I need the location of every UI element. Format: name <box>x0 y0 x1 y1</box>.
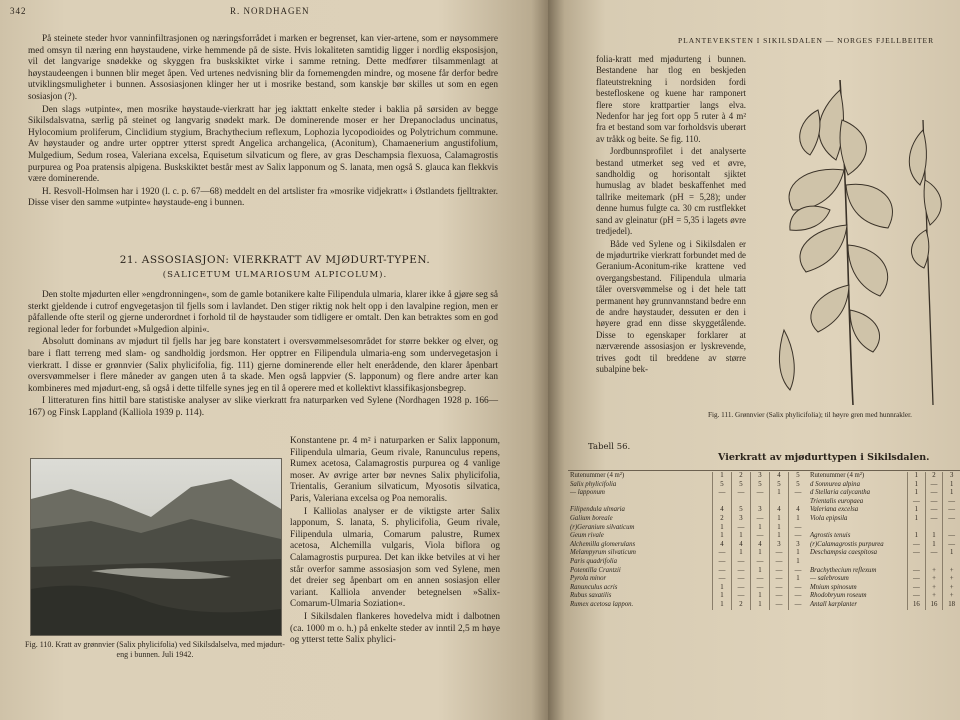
cover-value: — <box>943 541 960 550</box>
table-row <box>808 567 960 576</box>
cover-value: + <box>925 584 943 593</box>
cover-value: — <box>925 481 943 490</box>
table-header-cell: Rutenummer (4 m²) <box>570 472 625 479</box>
table-header-row <box>808 472 960 481</box>
cover-value: 5 <box>751 481 770 490</box>
cover-value: — <box>908 584 926 593</box>
column-header: 1 <box>713 472 732 481</box>
species-name: Agrostis tenuis <box>810 532 851 540</box>
cover-value: 1 <box>908 489 926 498</box>
species-name <box>808 558 908 567</box>
table-row <box>808 532 960 541</box>
table-header-row <box>568 472 807 481</box>
paragraph: Den slags »utpinte«, men mosrike høystaude-vierkratt har jeg iakttatt enkelte steder i baklia på sørsiden av begge Sikilsdalsvatna, særlig på steinet og langvarig snødekt mark. De dominerende moser er her Drepanocladus uncinatus, Hylocomium proliferum, Cinclidium stygium, Brachythecium reflexum, Lophozia lycopodioides og Polytrichum commune. Av høystauder og andre urter opptrer ytterst spredt Angelica archangelica, (Aconitum), Chamaenerium angustifolium, Mulgedium, Sedum rosea, Valeriana excelsa, Equisetum silvaticum og flere, av gras Deschampsia flexuosa, Calamagrostis purpurea og Poa pratensis alpigena. Buskskiktet består mest av Salix lapponum og S. lanata, men også S. glauca kan flekkvis være dominerende. <box>28 104 498 185</box>
table-row <box>568 481 807 490</box>
cover-value: — <box>732 489 751 498</box>
right-text <box>596 54 746 376</box>
table-row <box>568 489 807 498</box>
paragraph: Både ved Sylene og i Sikilsdalen er de mjødurtrike vierkratt forbundet med de Geranium-Aconitum-rike krattene ved overgangsbestand. Filipendula ulmaria tåler oversvømmelse og i det hele tatt permanent høy grunnvannstand bedre enn de andre høystauder, dessuten er den i høyere grad enn disse skyggetålende. Disse to egenskaper forklarer at nærværende assosiasjon er lyskrevende, trives godt til breddene av større subalpine bek- <box>596 238 746 374</box>
intro-text <box>28 34 498 211</box>
cover-value: — <box>713 489 732 498</box>
cover-value: 1 <box>713 532 732 541</box>
cover-value <box>770 498 789 507</box>
cover-value: + <box>943 584 960 593</box>
cover-value: + <box>943 575 960 584</box>
cover-value: — <box>751 558 770 567</box>
paragraph: Absolutt dominans av mjødurt til fjells har jeg bare konstatert i oversvømmelsesområdet for større bekker og elver, og bare i flatt terreng med slam- og sandholdig jordsmon. Her opptrer en Filipendula ulmaria-eng som undervegetasjon i vierkratt. I disse er grønnvier (Salix phylicifolia, fig. 111) gjerne dominerende eller helt enerådende, den klarer åpenbart oversvømmelser i flere måneder av gangen uten å ta skade. Men også lappvier (S. lapponum) og flere andre arter kan kombineres med mjødurt-eng, så også i dette tilfelle synes jeg en til å operere med et kollektivt klassifikasjonsbegrep. <box>28 337 498 394</box>
cover-value: — <box>943 515 960 524</box>
cover-value <box>943 524 960 533</box>
cover-value: 1 <box>925 532 943 541</box>
table-row <box>568 506 807 515</box>
cover-value: — <box>770 567 789 576</box>
running-head-left: R. NORDHAGEN <box>230 6 310 16</box>
cover-value: 4 <box>751 541 770 550</box>
table-header-cell: Rutenummer (4 m²) <box>810 472 865 479</box>
cover-value: — <box>770 549 789 558</box>
cover-value: — <box>732 524 751 533</box>
table-row <box>808 524 960 533</box>
species-name: d Stellaria calycantha <box>810 489 871 497</box>
cover-value: 1 <box>732 532 751 541</box>
cover-value: — <box>908 567 926 576</box>
species-name: Potentilla Crantzii <box>570 566 621 574</box>
species-name: Filipendula ulmaria <box>570 506 625 514</box>
willow-illustration <box>748 60 960 410</box>
cover-value: — <box>770 584 789 593</box>
table-row <box>808 515 960 524</box>
paragraph: folia-kratt med mjødurteng i bunnen. Bestandene har tlog en beskjeden flateutstrekning i nordsiden fordi bestefloskene og kuene har ramponert flere store krattpartier langs elva. Nedenfor har jeg fort opp 5 ruter à 4 m² fra et bestand som var forholdsvis uberørt av tråkk og beite. Se fig. 110. <box>596 54 746 144</box>
table-row <box>808 558 960 567</box>
cover-value: 1 <box>789 575 808 584</box>
species-name: Trientalis europaea <box>810 497 864 505</box>
species-name: Deschampsia caespitosa <box>810 549 878 557</box>
cover-value: — <box>925 515 943 524</box>
cover-value: — <box>751 489 770 498</box>
paragraph: I Kalliolas analyser er de viktigste arter Salix lapponum, S. lanata, S. phylicifolia, Geum rivale, Filipendula ulmaria, Comarum palustre, Rumex acetosa, Alchemilla vulgaris, Viola biflora og Calamagrostis purpurea. Det kan ikke betviles at vi her står overfor samme assosiasjon som ved Sylene, men det dreier seg åpenbart om en annen sosiasjon eller variant. Kalliola anvender betegnelsen »Salix-Comarum-Ulmaria Soziation«. <box>290 506 500 610</box>
species-name: Viola epipsila <box>810 514 848 522</box>
table-left-half <box>568 472 807 610</box>
cover-value: — <box>751 515 770 524</box>
cover-value: — <box>732 592 751 601</box>
page-number: 342 <box>10 6 27 16</box>
cover-value: — <box>943 532 960 541</box>
cover-value: — <box>751 575 770 584</box>
column-header: 5 <box>789 472 808 481</box>
cover-value: — <box>925 489 943 498</box>
species-name: Rumex acetosa lappon. <box>570 600 634 608</box>
table-row <box>808 601 960 610</box>
cover-value: 1 <box>908 515 926 524</box>
cover-value: 5 <box>732 506 751 515</box>
species-name: Antall karplanter <box>810 600 858 608</box>
table-row <box>568 549 807 558</box>
cover-value: 3 <box>732 515 751 524</box>
table-row <box>568 515 807 524</box>
cover-value: — <box>943 498 960 507</box>
cover-value: 1 <box>770 532 789 541</box>
cover-value: — <box>908 575 926 584</box>
column-header: 2 <box>732 472 751 481</box>
cover-value: 3 <box>770 541 789 550</box>
table-row <box>808 489 960 498</box>
table-label: Tabell 56. <box>588 442 631 452</box>
cover-value: — <box>789 567 808 576</box>
species-name: (r)Calamagrostis purpurea <box>810 540 884 548</box>
cover-value: — <box>751 584 770 593</box>
cover-value <box>925 524 943 533</box>
cover-value: 1 <box>908 481 926 490</box>
cover-value: 5 <box>789 481 808 490</box>
cover-value: — <box>908 592 926 601</box>
table-right-half <box>808 472 960 610</box>
cover-value: 2 <box>713 515 732 524</box>
cover-value: — <box>770 558 789 567</box>
cover-value: 1 <box>770 489 789 498</box>
species-name: — lapponum <box>570 489 605 497</box>
cover-value: + <box>925 567 943 576</box>
cover-value: 1 <box>925 541 943 550</box>
table-row <box>808 575 960 584</box>
cover-value <box>943 558 960 567</box>
table-row <box>568 601 807 610</box>
cover-value: 1 <box>789 549 808 558</box>
table-row <box>808 481 960 490</box>
cover-value: — <box>925 506 943 515</box>
cover-value: 1 <box>770 515 789 524</box>
cover-value: — <box>751 532 770 541</box>
cover-value <box>751 498 770 507</box>
cover-value: — <box>732 584 751 593</box>
cover-value: 5 <box>770 481 789 490</box>
cover-value: 1 <box>751 601 770 610</box>
paragraph: Den stolte mjødurten eller »engdronningen«, som de gamle botanikere kalte Filipendula ulmaria, klarer ikke å gjøre seg så sterkt gjeldende i cutrof engvegetasjon til fjells som i lavlandet. Den stiger riktig nok helt opp i den lavalpine region, men er påfallende ofte steril og gjerne underordnet i forhold til de høystauder som tidligere er omtalt. Den kan betraktes som en god regional leder for forbundet »Mulgedion alpini«. <box>28 290 498 335</box>
cover-value: 1 <box>713 524 732 533</box>
species-name: Rhodobryum roseum <box>810 592 867 600</box>
species-name: Salix phylicifolia <box>570 480 617 488</box>
species-name: Ranunculus acris <box>570 583 618 591</box>
species-name: Paris quadrifolia <box>570 557 618 565</box>
cover-value: — <box>908 541 926 550</box>
cover-value: 4 <box>789 506 808 515</box>
cover-value: — <box>908 549 926 558</box>
table-row <box>808 592 960 601</box>
table-row <box>568 584 807 593</box>
landscape-photo-graphic <box>31 459 281 635</box>
table-row <box>808 506 960 515</box>
cover-value: 18 <box>943 601 960 610</box>
side-column-text <box>290 436 500 648</box>
table-row <box>808 549 960 558</box>
cover-value: — <box>908 498 926 507</box>
cover-value: — <box>770 601 789 610</box>
cover-value: — <box>770 575 789 584</box>
cover-value: — <box>732 558 751 567</box>
table-row <box>568 592 807 601</box>
cover-value: 1 <box>908 532 926 541</box>
cover-value: — <box>943 506 960 515</box>
cover-value: + <box>925 575 943 584</box>
cover-value: — <box>770 592 789 601</box>
paragraph: Jordbunnsprofilet i det analyserte bestand utmerket seg ved et øvre, sandholdig og horisontalt sjiktet humuslag av bladet beskaffenhet med tallrike meitemark (pH = 5,28); under denne humus fulgte ca. 30 cm rustflekket sand av gleinatur (pH = 5,35 i lagets øvre tredjedel). <box>596 146 746 237</box>
cover-value: 2 <box>732 601 751 610</box>
paragraph: I litteraturen fins hittil bare statistiske analyser av slike vierkratt fra naturparken ved Sylene (Nordhagen 1928 p. 166—167) og Finsk Lappland (Kalliola 1939 p. 114). <box>28 396 498 418</box>
table-row <box>568 541 807 550</box>
cover-value: 16 <box>925 601 943 610</box>
species-name: Galium boreale <box>570 514 613 522</box>
main-text <box>28 290 498 421</box>
cover-value: — <box>789 524 808 533</box>
species-name: Alchemilla glomerulans <box>570 540 636 548</box>
species-name: Brachythecium reflexum <box>810 566 877 574</box>
right-page <box>548 0 960 720</box>
table-row <box>568 498 807 507</box>
cover-value: — <box>789 584 808 593</box>
cover-value: — <box>713 549 732 558</box>
table-row <box>568 558 807 567</box>
cover-value: — <box>789 592 808 601</box>
cover-value: 1 <box>751 524 770 533</box>
cover-value: 1 <box>751 592 770 601</box>
species-name: — salebrosum <box>810 575 849 583</box>
figure-110-caption: Fig. 110. Kratt av grønnvier (Salix phylicifolia) ved Sikilsdalselva, med mjødurt-eng i bunnen. Juli 1942. <box>25 640 285 659</box>
cover-value: — <box>732 567 751 576</box>
section-heading: 21. ASSOSIASJON: VIERKRATT AV MJØDURT-TYPEN. <box>119 254 431 266</box>
cover-value: 16 <box>908 601 926 610</box>
section-subheading: (SALICETUM ULMARIOSUM ALPICOLUM). <box>162 270 388 280</box>
cover-value: 1 <box>713 584 732 593</box>
cover-value: 1 <box>943 549 960 558</box>
column-header: 3 <box>751 472 770 481</box>
paragraph: H. Resvoll-Holmsen har i 1920 (l. c. p. 67—68) meddelt en del artslister fra »mosrike vidjekratt« i Østlandets fjelltrakter. Disse viser den samme »utpinte« høystaude-eng i bunnen. <box>28 186 498 209</box>
table-row <box>808 498 960 507</box>
cover-value: 1 <box>943 489 960 498</box>
cover-value: + <box>925 592 943 601</box>
cover-value: 4 <box>732 541 751 550</box>
species-name: Melampyrum silvaticum <box>570 549 636 557</box>
cover-value: 1 <box>770 524 789 533</box>
cover-value: 1 <box>789 558 808 567</box>
cover-value: 1 <box>943 481 960 490</box>
cover-value: — <box>925 498 943 507</box>
cover-value: + <box>943 592 960 601</box>
cover-value: — <box>789 489 808 498</box>
cover-value: 3 <box>751 506 770 515</box>
column-header: 2 <box>925 472 943 481</box>
running-head-right: PLANTEVEKSTEN I SIKILSDALEN — NORGES FJELLBEITER <box>678 36 935 45</box>
cover-value: — <box>713 558 732 567</box>
cover-value: + <box>943 567 960 576</box>
cover-value <box>925 558 943 567</box>
cover-value: — <box>732 575 751 584</box>
cover-value: 4 <box>713 506 732 515</box>
cover-value: 4 <box>770 506 789 515</box>
cover-value: 1 <box>908 506 926 515</box>
cover-value: 1 <box>713 601 732 610</box>
table-row <box>568 567 807 576</box>
table-row <box>808 584 960 593</box>
species-name: Pyrola minor <box>570 575 607 583</box>
cover-value: 1 <box>732 549 751 558</box>
cover-value <box>732 498 751 507</box>
paragraph: Konstantene pr. 4 m² i naturparken er Salix lapponum, Filipendula ulmaria, Geum rivale, Ranunculus repens, Rumex acetosa, Calamagrostis purpurea og 4 vanlige moser. Av øvrige arter bør nevnes Salix phylicifolia, Trientalis, Geranium silvaticum, Myosotis silvatica, Paris, Valeriana excelsa og Poa nemoralis. <box>290 436 500 504</box>
table-row <box>568 575 807 584</box>
species-name <box>568 498 713 507</box>
table-title: Vierkratt av mjødurttypen i Sikilsdalen. <box>718 452 930 463</box>
cover-value <box>908 524 926 533</box>
cover-value: 3 <box>789 541 808 550</box>
species-name: Valeriana excelsa <box>810 506 859 514</box>
cover-value: — <box>789 601 808 610</box>
cover-value: — <box>925 549 943 558</box>
column-header: 4 <box>770 472 789 481</box>
column-header: 1 <box>908 472 926 481</box>
table-row <box>808 541 960 550</box>
species-name: (r)Geranium silvaticum <box>570 523 635 531</box>
column-header: 3 <box>943 472 960 481</box>
landscape-photo <box>30 458 282 636</box>
table-row <box>568 524 807 533</box>
cover-value: 1 <box>789 515 808 524</box>
cover-value: — <box>713 567 732 576</box>
figure-111-caption: Fig. 111. Grønnvier (Salix phylicifolia); til høyre gren med hunnrakler. <box>708 411 912 419</box>
table-row <box>568 532 807 541</box>
species-name: d Sonnurea alpina <box>810 480 860 488</box>
cover-value <box>908 558 926 567</box>
paragraph: På steinete steder hvor vanninfiltrasjonen og næringsforrådet i marken er begrenset, kan vier-artene, som er nøysommere med omsyn til næring enn høystaudene, virke hemmende på de siste. Hvis lokaliteten samtidig ligger i nordlig eksposisjon, vil det langvarige snødekke og skyggen fra buskskiktet virke i samme retning. Dette medfører tilsammenlagt at høystaudeengen i bunnen blir meget åpen. Ved urtenes nedvisning blir da fornemengden mindre, og mosene får derfor bedre utviklingsmuligheter i bunnen. Assosiasjonen klinger her ut i mosrike bestand, som kanskje bør skilles ut som en egen sosiasjon (?). <box>28 34 498 102</box>
cover-value: 4 <box>713 541 732 550</box>
species-name: Mnium spinosum <box>810 583 857 591</box>
cover-value: 1 <box>751 549 770 558</box>
species-name: Rubus saxatilis <box>570 592 612 600</box>
cover-value: — <box>789 532 808 541</box>
cover-value: 5 <box>713 481 732 490</box>
cover-value: 5 <box>732 481 751 490</box>
cover-value: — <box>713 575 732 584</box>
cover-value: 1 <box>713 592 732 601</box>
species-name <box>808 524 908 533</box>
species-name: Geum rivale <box>570 532 604 540</box>
cover-value: 1 <box>751 567 770 576</box>
paragraph: I Sikilsdalen flankeres hovedelva midt i dalbotnen (ca. 1000 m o. h.) på enkelte steder av inntil 2,5 m høye og ytterst tette Salix phylici- <box>290 611 500 646</box>
cover-value <box>713 498 732 507</box>
cover-value <box>789 498 808 507</box>
